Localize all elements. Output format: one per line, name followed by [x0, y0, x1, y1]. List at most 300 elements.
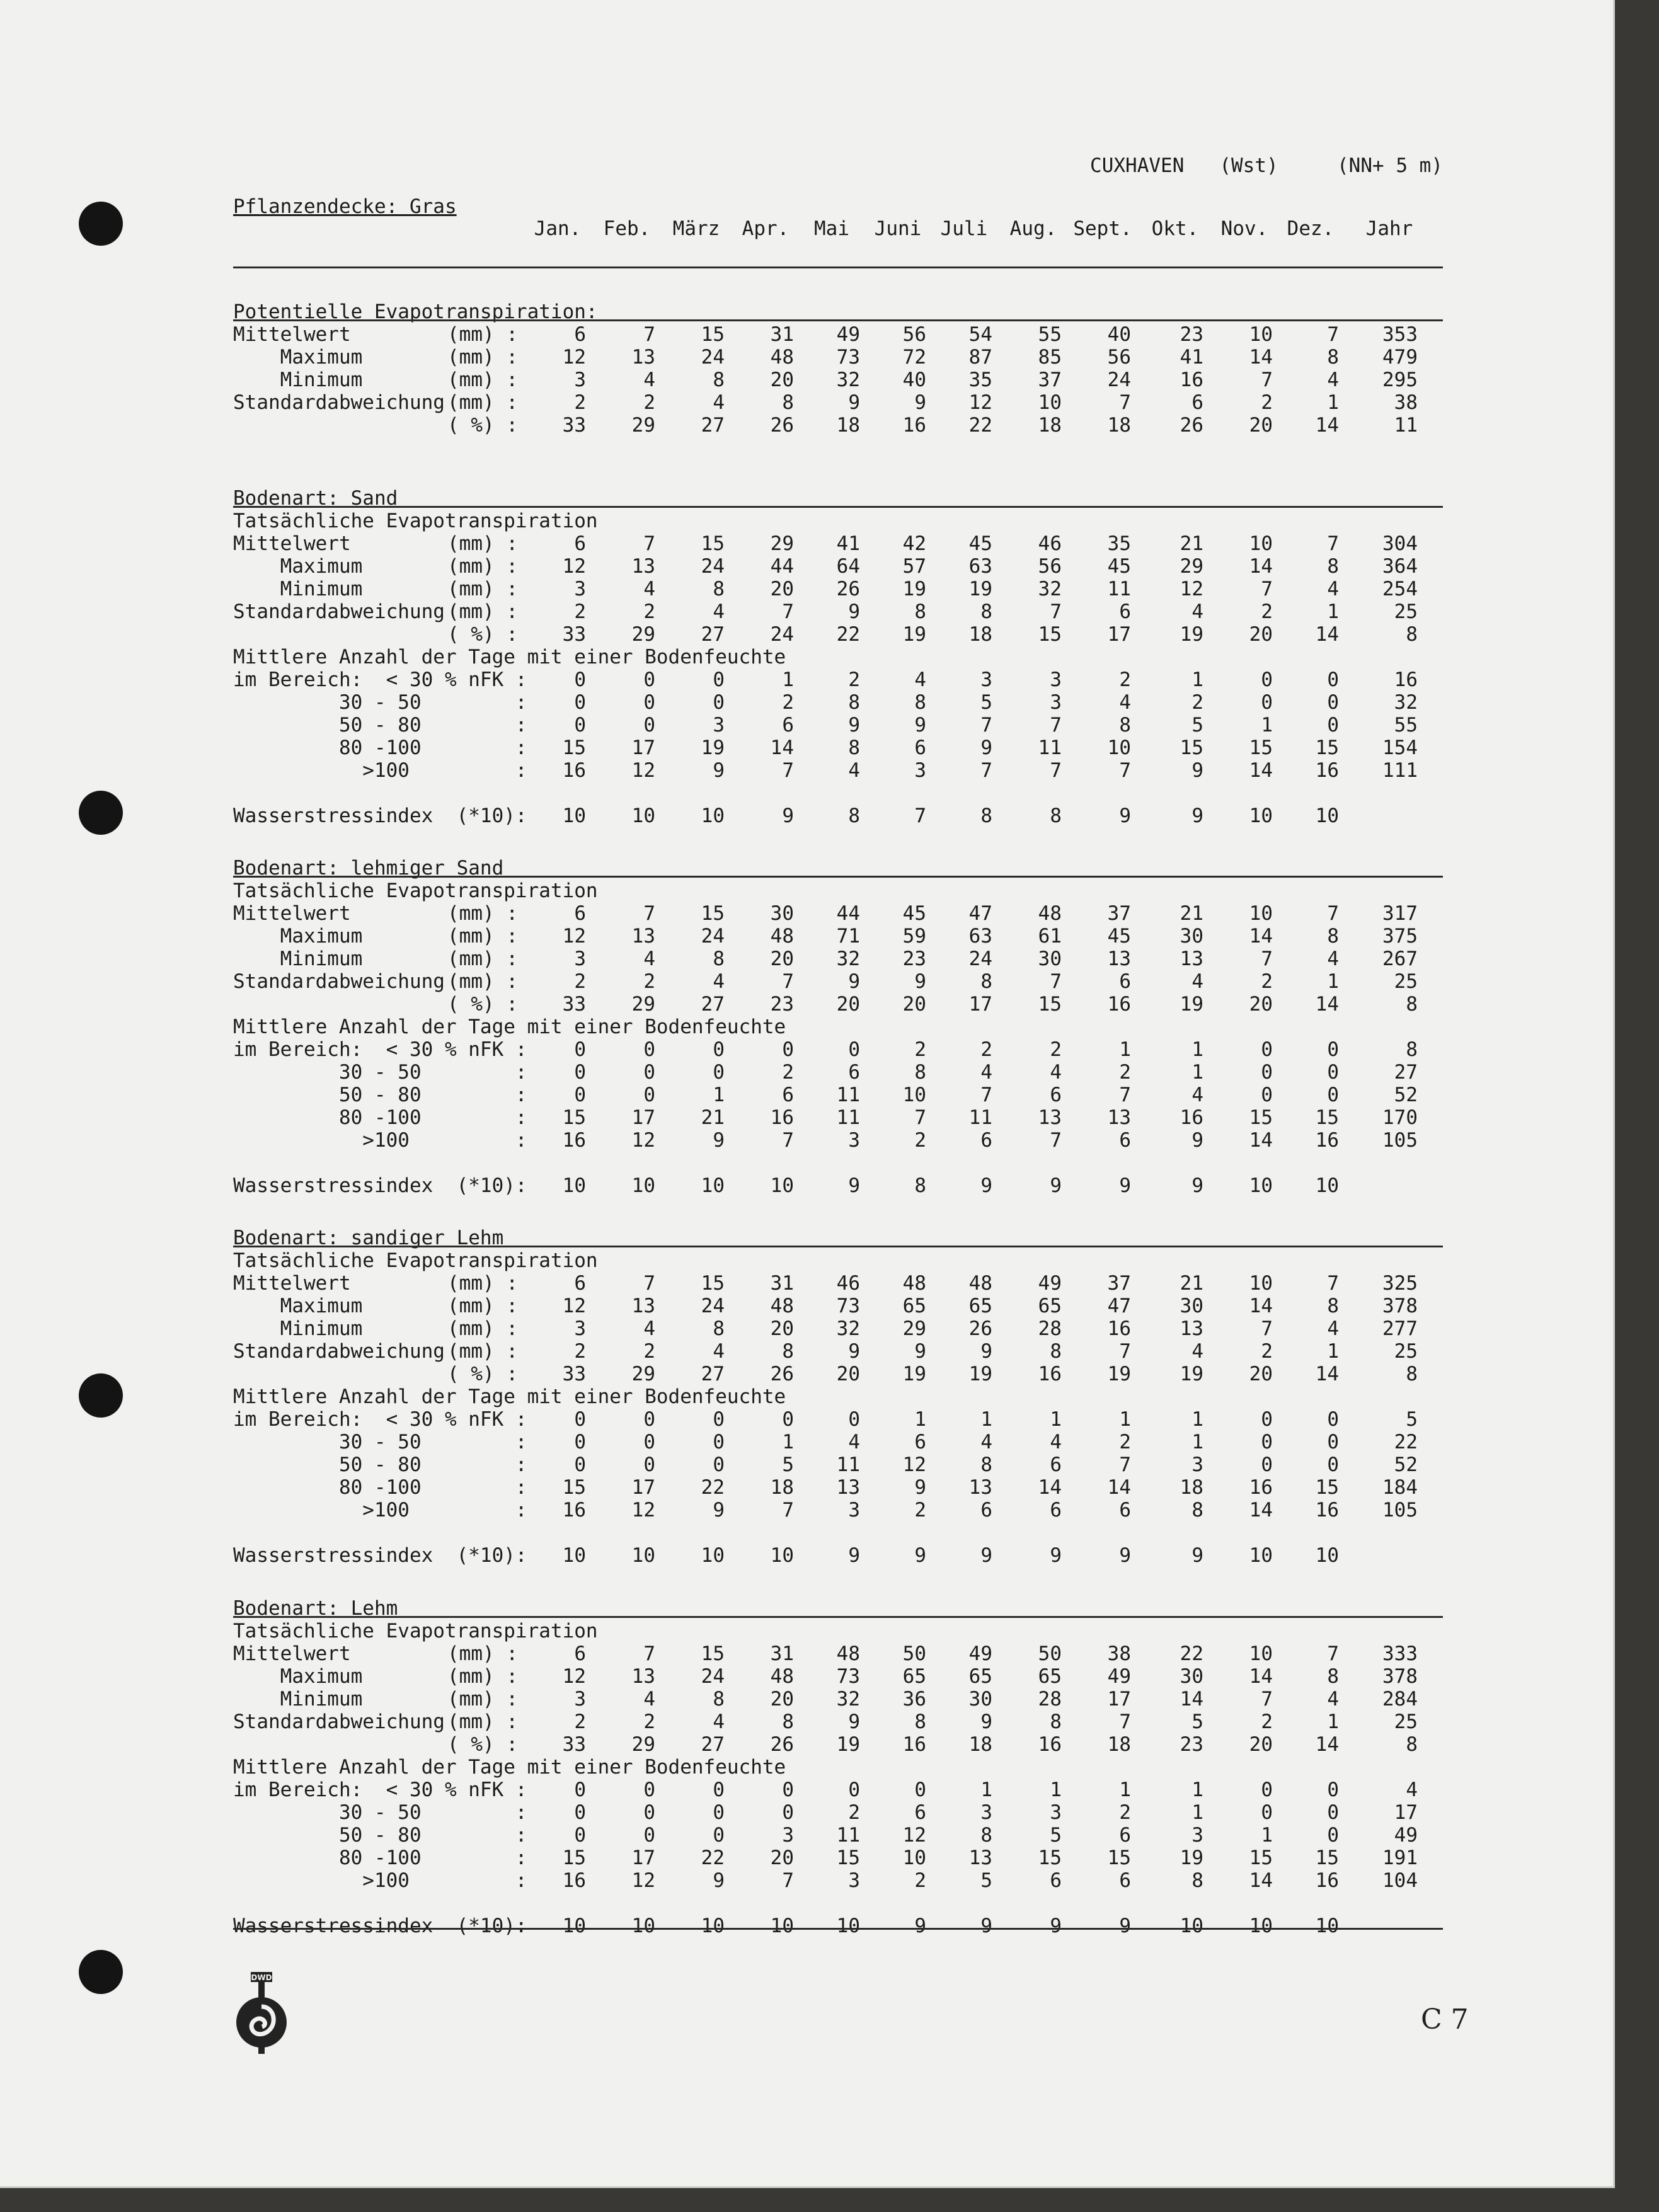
- table-cell: 7: [643, 902, 655, 925]
- table-cell: 19: [1107, 1363, 1131, 1385]
- table-cell: 8: [1327, 1665, 1339, 1688]
- table-cell: 17: [968, 993, 992, 1016]
- table-cell: 16: [1315, 759, 1339, 782]
- table-cell: 73: [836, 1295, 860, 1317]
- soil-moisture-days-title: Mittlere Anzahl der Tage mit einer Bodenfeuchte: [233, 1016, 786, 1038]
- table-cell: 3: [1050, 691, 1062, 714]
- table-cell: 3: [574, 948, 586, 970]
- table-cell: 42: [902, 532, 926, 555]
- table-row: [233, 1642, 1443, 1665]
- table-cell: 32: [1394, 691, 1418, 714]
- table-cell: 7: [1050, 970, 1062, 993]
- table-cell: 24: [701, 925, 725, 948]
- table-cell: 2: [1050, 1038, 1062, 1061]
- table-cell: 15: [1180, 736, 1203, 759]
- row-label: >100 :: [233, 1499, 527, 1521]
- table-cell: 9: [1119, 1915, 1131, 1937]
- table-cell: 0: [713, 1453, 725, 1476]
- table-cell: 15: [1315, 1476, 1339, 1499]
- table-cell: 72: [902, 346, 926, 369]
- table-cell: 19: [1180, 623, 1203, 646]
- table-cell: 4: [643, 369, 655, 391]
- section-divider: [233, 1246, 1443, 1247]
- table-cell: 4: [643, 948, 655, 970]
- row-unit: (mm) :: [447, 902, 518, 925]
- table-cell: 27: [701, 1733, 725, 1756]
- table-cell: 45: [968, 532, 992, 555]
- table-cell: 13: [1038, 1106, 1062, 1129]
- table-cell: 3: [713, 714, 725, 736]
- table-cell: 10: [562, 805, 586, 827]
- table-cell: 13: [631, 1295, 655, 1317]
- table-cell: 2: [574, 970, 586, 993]
- table-cell: 10: [1315, 1174, 1339, 1197]
- table-cell: 41: [836, 532, 860, 555]
- row-unit: (mm) :: [447, 970, 518, 993]
- table-row: [233, 346, 1443, 369]
- table-cell: 8: [782, 1711, 794, 1733]
- table-cell: 65: [968, 1665, 992, 1688]
- table-cell: 2: [782, 1061, 794, 1084]
- table-row: [233, 1061, 1443, 1084]
- table-cell: 14: [1315, 993, 1339, 1016]
- table-cell: 16: [1107, 993, 1131, 1016]
- table-cell: 2: [914, 1129, 926, 1152]
- table-cell: 24: [968, 948, 992, 970]
- table-row: [233, 1847, 1443, 1869]
- table-cell: 8: [980, 1824, 992, 1847]
- table-cell: 7: [1327, 902, 1339, 925]
- table-cell: 6: [980, 1129, 992, 1152]
- table-cell: 19: [902, 578, 926, 600]
- table-cell: 0: [1327, 1038, 1339, 1061]
- table-cell: 16: [1038, 1733, 1062, 1756]
- table-row: [233, 1272, 1443, 1295]
- table-cell: 29: [631, 414, 655, 437]
- table-cell: 10: [1107, 736, 1131, 759]
- table-cell: 8: [1327, 1295, 1339, 1317]
- table-cell: 54: [968, 323, 992, 346]
- table-cell: 5: [980, 1869, 992, 1892]
- table-cell: 7: [1327, 1642, 1339, 1665]
- table-cell: 63: [968, 925, 992, 948]
- table-cell: 14: [1249, 1869, 1273, 1892]
- table-cell: 2: [643, 600, 655, 623]
- table-cell: 2: [1119, 668, 1131, 691]
- table-cell: 9: [1191, 805, 1203, 827]
- table-cell: 3: [1050, 668, 1062, 691]
- table-cell: 4: [1327, 578, 1339, 600]
- table-cell: 9: [848, 970, 860, 993]
- row-label: Standardabweichung: [233, 391, 445, 414]
- table-cell: 4: [1406, 1779, 1418, 1801]
- table-cell: 6: [574, 1272, 586, 1295]
- table-cell: 5: [980, 691, 992, 714]
- table-cell: 7: [1327, 323, 1339, 346]
- table-cell: 12: [968, 391, 992, 414]
- month-header: März: [672, 217, 720, 240]
- table-cell: 111: [1382, 759, 1418, 782]
- table-row: [233, 1363, 1443, 1385]
- table-cell: 35: [968, 369, 992, 391]
- table-cell: 12: [902, 1824, 926, 1847]
- table-cell: 0: [782, 1801, 794, 1824]
- table-cell: 8: [713, 578, 725, 600]
- table-cell: 9: [848, 391, 860, 414]
- table-cell: 2: [914, 1869, 926, 1892]
- table-cell: 3: [1050, 1801, 1062, 1824]
- table-cell: 6: [782, 714, 794, 736]
- section-title-text: Bodenart: sandiger Lehm: [233, 1227, 504, 1249]
- table-cell: 10: [701, 1544, 725, 1567]
- table-cell: 0: [574, 1801, 586, 1824]
- table-cell: 41: [1180, 346, 1203, 369]
- table-cell: 6: [1050, 1499, 1062, 1521]
- table-cell: 32: [836, 1317, 860, 1340]
- row-label: >100 :: [233, 1869, 527, 1892]
- table-cell: 20: [836, 1363, 860, 1385]
- page-number: C 7: [1421, 2003, 1469, 2036]
- table-row: [233, 805, 1443, 827]
- table-cell: 1: [1191, 1038, 1203, 1061]
- table-cell: 0: [574, 714, 586, 736]
- table-cell: 3: [574, 1317, 586, 1340]
- punch-hole: [79, 202, 123, 246]
- table-cell: 16: [1315, 1869, 1339, 1892]
- row-unit: ( %) :: [447, 414, 518, 437]
- table-cell: 9: [848, 1544, 860, 1567]
- table-cell: 7: [782, 1129, 794, 1152]
- table-cell: 8: [782, 1340, 794, 1363]
- table-cell: 16: [1394, 668, 1418, 691]
- table-cell: 0: [1327, 1408, 1339, 1431]
- table-cell: 0: [1261, 1061, 1273, 1084]
- table-cell: 0: [574, 668, 586, 691]
- table-cell: 12: [562, 1295, 586, 1317]
- table-cell: 14: [1315, 1363, 1339, 1385]
- table-cell: 7: [1050, 600, 1062, 623]
- row-label: Wasserstressindex (*10):: [233, 1174, 527, 1197]
- table-cell: 35: [1107, 532, 1131, 555]
- table-row: [233, 1824, 1443, 1847]
- table-cell: 9: [1191, 759, 1203, 782]
- table-cell: 10: [1315, 805, 1339, 827]
- month-header: Nov.: [1220, 217, 1268, 240]
- table-cell: 4: [643, 578, 655, 600]
- row-label: Maximum: [233, 925, 363, 948]
- table-cell: 17: [1107, 623, 1131, 646]
- table-cell: 2: [643, 970, 655, 993]
- table-cell: 0: [1327, 668, 1339, 691]
- table-cell: 1: [1261, 714, 1273, 736]
- row-unit: ( %) :: [447, 1733, 518, 1756]
- row-label: Mittelwert: [233, 1642, 351, 1665]
- table-cell: 10: [701, 805, 725, 827]
- table-cell: 6: [574, 1642, 586, 1665]
- spacer: [233, 1521, 1443, 1544]
- table-cell: 7: [1119, 1340, 1131, 1363]
- table-cell: 2: [1191, 691, 1203, 714]
- table-cell: 0: [1327, 1084, 1339, 1106]
- table-cell: 49: [1107, 1665, 1131, 1688]
- table-cell: 2: [980, 1038, 992, 1061]
- table-cell: 1: [782, 1431, 794, 1453]
- row-label: Mittelwert: [233, 323, 351, 346]
- table-cell: 10: [1249, 805, 1273, 827]
- table-cell: 14: [1315, 623, 1339, 646]
- table-cell: 16: [562, 1129, 586, 1152]
- table-cell: 24: [701, 555, 725, 578]
- table-row: [233, 948, 1443, 970]
- table-cell: 12: [562, 925, 586, 948]
- table-cell: 6: [848, 1061, 860, 1084]
- table-cell: 48: [836, 1642, 860, 1665]
- row-unit: (mm) :: [447, 1711, 518, 1733]
- table-cell: 12: [631, 1499, 655, 1521]
- table-cell: 1: [914, 1408, 926, 1431]
- table-cell: 10: [902, 1084, 926, 1106]
- table-cell: 0: [782, 1779, 794, 1801]
- table-cell: 13: [1180, 948, 1203, 970]
- table-cell: 49: [1038, 1272, 1062, 1295]
- table-cell: 4: [1327, 1317, 1339, 1340]
- table-cell: 57: [902, 555, 926, 578]
- table-cell: 22: [1180, 1642, 1203, 1665]
- row-unit: (mm) :: [447, 578, 518, 600]
- table-cell: 19: [968, 1363, 992, 1385]
- table-cell: 15: [1249, 1106, 1273, 1129]
- table-cell: 0: [643, 1824, 655, 1847]
- table-cell: 22: [968, 414, 992, 437]
- table-cell: 12: [562, 346, 586, 369]
- row-label: 30 - 50 :: [233, 1061, 527, 1084]
- table-cell: 4: [1191, 600, 1203, 623]
- table-cell: 6: [1119, 600, 1131, 623]
- table-cell: 4: [1191, 1340, 1203, 1363]
- row-unit: (mm) :: [447, 1272, 518, 1295]
- table-cell: 0: [643, 1779, 655, 1801]
- table-row: [233, 1431, 1443, 1453]
- table-cell: 7: [643, 1642, 655, 1665]
- table-row: [233, 1453, 1443, 1476]
- vegetation-label: Pflanzendecke: Gras: [233, 195, 457, 218]
- table-cell: 8: [848, 736, 860, 759]
- table-cell: 0: [1261, 1453, 1273, 1476]
- table-cell: 4: [1327, 369, 1339, 391]
- table-cell: 2: [1261, 970, 1273, 993]
- table-row: [233, 925, 1443, 948]
- table-cell: 46: [1038, 532, 1062, 555]
- table-cell: 14: [1315, 414, 1339, 437]
- table-cell: 3: [848, 1499, 860, 1521]
- table-cell: 0: [1327, 1431, 1339, 1453]
- table-cell: 4: [1050, 1061, 1062, 1084]
- table-cell: 15: [701, 902, 725, 925]
- table-cell: 2: [1261, 391, 1273, 414]
- table-cell: 11: [836, 1824, 860, 1847]
- table-cell: 7: [1119, 1711, 1131, 1733]
- table-cell: 277: [1382, 1317, 1418, 1340]
- row-label: Minimum: [233, 578, 363, 600]
- table-cell: 364: [1382, 555, 1418, 578]
- section-divider: [233, 1616, 1443, 1618]
- row-label: Wasserstressindex (*10):: [233, 805, 527, 827]
- table-row: [233, 1476, 1443, 1499]
- table-cell: 7: [980, 759, 992, 782]
- table-row: [233, 1340, 1443, 1363]
- table-cell: 46: [836, 1272, 860, 1295]
- table-cell: 1: [1119, 1408, 1131, 1431]
- table-cell: 16: [1107, 1317, 1131, 1340]
- table-cell: 0: [782, 1038, 794, 1061]
- table-cell: 28: [1038, 1317, 1062, 1340]
- table-cell: 45: [902, 902, 926, 925]
- row-label: Mittelwert: [233, 1272, 351, 1295]
- table-cell: 26: [1180, 414, 1203, 437]
- table-cell: 22: [701, 1476, 725, 1499]
- table-cell: 4: [713, 600, 725, 623]
- table-cell: 4: [848, 1431, 860, 1453]
- table-cell: 4: [1050, 1431, 1062, 1453]
- table-cell: 3: [980, 1801, 992, 1824]
- table-cell: 2: [1119, 1431, 1131, 1453]
- table-cell: 27: [701, 1363, 725, 1385]
- table-cell: 20: [770, 369, 794, 391]
- month-header: Feb.: [603, 217, 651, 240]
- table-cell: 30: [1180, 1665, 1203, 1688]
- table-cell: 9: [914, 1340, 926, 1363]
- section-title-text: Bodenart: Sand: [233, 487, 398, 510]
- table-cell: 16: [1180, 1106, 1203, 1129]
- table-cell: 13: [1107, 1106, 1131, 1129]
- table-cell: 10: [770, 1915, 794, 1937]
- table-cell: 20: [1249, 993, 1273, 1016]
- table-cell: 479: [1382, 346, 1418, 369]
- table-cell: 1: [1327, 1711, 1339, 1733]
- table-cell: 27: [701, 414, 725, 437]
- month-header: Okt.: [1151, 217, 1199, 240]
- table-cell: 15: [1315, 736, 1339, 759]
- table-row: [233, 1174, 1443, 1197]
- svg-text:DWD: DWD: [251, 1973, 272, 1982]
- spacer: [233, 1892, 1443, 1915]
- table-cell: 9: [980, 1915, 992, 1937]
- row-label: Standardabweichung: [233, 1340, 445, 1363]
- table-cell: 65: [902, 1295, 926, 1317]
- table-cell: 5: [1191, 1711, 1203, 1733]
- table-cell: 12: [631, 1129, 655, 1152]
- table-cell: 13: [631, 555, 655, 578]
- table-cell: 26: [968, 1317, 992, 1340]
- table-cell: 353: [1382, 323, 1418, 346]
- table-cell: 48: [770, 346, 794, 369]
- row-label: Mittelwert: [233, 532, 351, 555]
- section-subtitle: Tatsächliche Evapotranspiration: [233, 880, 598, 902]
- table-row: [233, 1408, 1443, 1431]
- table-cell: 19: [1180, 993, 1203, 1016]
- table-cell: 317: [1382, 902, 1418, 925]
- row-unit: (mm) :: [447, 555, 518, 578]
- table-cell: 33: [562, 1733, 586, 1756]
- table-cell: 7: [1261, 1317, 1273, 1340]
- table-cell: 6: [1119, 1824, 1131, 1847]
- table-cell: 6: [980, 1499, 992, 1521]
- table-cell: 6: [782, 1084, 794, 1106]
- table-cell: 23: [1180, 1733, 1203, 1756]
- table-cell: 14: [1249, 346, 1273, 369]
- row-label: Maximum: [233, 346, 363, 369]
- table-cell: 17: [631, 736, 655, 759]
- table-cell: 105: [1382, 1129, 1418, 1152]
- table-cell: 25: [1394, 1711, 1418, 1733]
- row-unit: (mm) :: [447, 1665, 518, 1688]
- table-cell: 85: [1038, 346, 1062, 369]
- table-cell: 4: [848, 759, 860, 782]
- table-cell: 16: [562, 1499, 586, 1521]
- table-cell: 14: [1249, 1295, 1273, 1317]
- table-cell: 0: [1261, 1084, 1273, 1106]
- table-cell: 37: [1107, 1272, 1131, 1295]
- table-cell: 10: [562, 1544, 586, 1567]
- row-label: 80 -100 :: [233, 1476, 527, 1499]
- table-cell: 38: [1394, 391, 1418, 414]
- table-cell: 0: [1261, 668, 1273, 691]
- table-cell: 8: [1406, 1038, 1418, 1061]
- table-cell: 8: [914, 1174, 926, 1197]
- row-unit: (mm) :: [447, 1317, 518, 1340]
- soil-moisture-days-title: Mittlere Anzahl der Tage mit einer Bodenfeuchte: [233, 646, 786, 668]
- table-cell: 32: [836, 369, 860, 391]
- table-cell: 15: [836, 1847, 860, 1869]
- table-cell: 8: [713, 1688, 725, 1711]
- table-cell: 16: [562, 759, 586, 782]
- table-cell: 18: [1180, 1476, 1203, 1499]
- station-header: [1090, 154, 1443, 177]
- table-cell: 14: [1249, 1665, 1273, 1688]
- table-cell: 21: [1180, 1272, 1203, 1295]
- table-cell: 9: [980, 1340, 992, 1363]
- table-cell: 37: [1038, 369, 1062, 391]
- table-row: [233, 1869, 1443, 1892]
- table-cell: 10: [1249, 1642, 1273, 1665]
- table-row: [233, 1711, 1443, 1733]
- table-cell: 2: [574, 391, 586, 414]
- table-cell: 7: [1261, 1688, 1273, 1711]
- table-cell: 20: [770, 1847, 794, 1869]
- table-cell: 2: [574, 1711, 586, 1733]
- table-cell: 18: [1107, 414, 1131, 437]
- table-cell: 8: [1327, 346, 1339, 369]
- table-cell: 1: [713, 1084, 725, 1106]
- section: [233, 1227, 1443, 1567]
- month-header: Jahr: [1365, 217, 1413, 240]
- row-unit: (mm) :: [447, 1688, 518, 1711]
- table-cell: 14: [1249, 759, 1273, 782]
- table-cell: 8: [713, 369, 725, 391]
- table-cell: 154: [1382, 736, 1418, 759]
- table-cell: 12: [562, 555, 586, 578]
- section-divider: [233, 319, 1443, 321]
- month-header: Apr.: [742, 217, 789, 240]
- table-cell: 1: [980, 1779, 992, 1801]
- soil-moisture-days-title: Mittlere Anzahl der Tage mit einer Bodenfeuchte: [233, 1385, 786, 1408]
- table-cell: 7: [782, 1869, 794, 1892]
- table-cell: 6: [1119, 970, 1131, 993]
- table-cell: 1: [1327, 1340, 1339, 1363]
- table-cell: 0: [1327, 1779, 1339, 1801]
- section-title-text: Bodenart: Lehm: [233, 1597, 398, 1620]
- table-bottom-rule: [233, 1928, 1443, 1930]
